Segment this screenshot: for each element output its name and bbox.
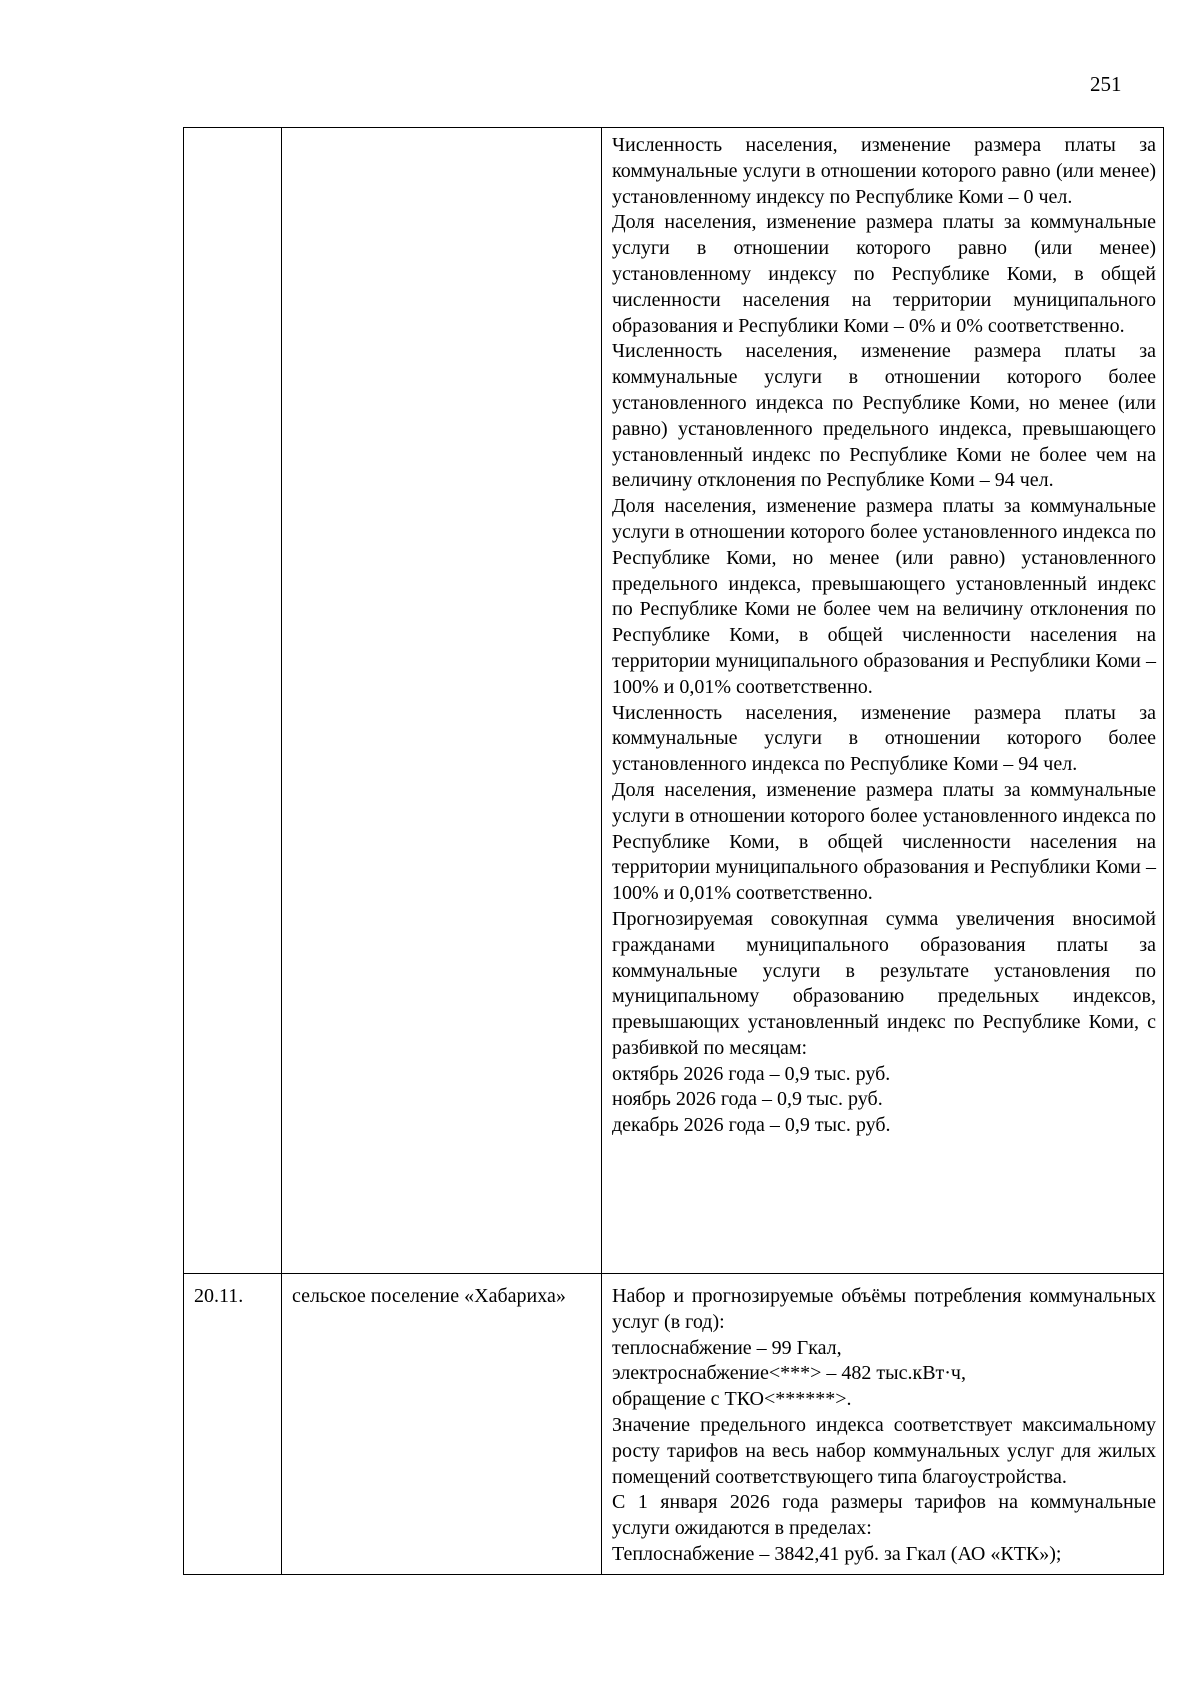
page-number: 251 — [1090, 72, 1122, 96]
municipality-name-cell — [282, 128, 602, 1274]
service-item: теплоснабжение – 99 Гкал, — [612, 1336, 842, 1359]
service-item: обращение с ТКО<******>. — [612, 1388, 852, 1411]
population-count-limit-paragraph: Численность населения, изменение размера платы за коммунальные услуги в отношении которого более установленного индекса по Республике Коми, но менее (или равно) установленного предельного индекса, превышающего установленный индекс по Республике Коми не более чем на величину отклонения по Республике Коми – 94 чел. — [612, 340, 1156, 492]
population-share-limit-paragraph: Доля населения, изменение размера платы за коммунальные услуги в отношении которого более установленного индекса по Республике Коми, но менее (или равно) установленного предельного индекса, превышающего установленный индекс по Республике Коми не более чем на величину отклонения по Республике Коми, в общей численности населения на территории муниципального образования и Республики Коми – 100% и 0,01% соответственно. — [612, 495, 1156, 698]
description-cell — [602, 1274, 1164, 1575]
population-count-above-paragraph: Численность населения, изменение размера платы за коммунальные услуги в отношении которого более установленного индекса по Республике Коми – 94 чел. — [612, 701, 1156, 776]
services-intro-paragraph: Набор и прогнозируемые объёмы потребления коммунальных услуг (в год): — [612, 1285, 1156, 1333]
service-item: электроснабжение<***> – 482 тыс.кВт·ч, — [612, 1362, 966, 1385]
month-item: ноябрь 2026 года – 0,9 тыс. руб. — [612, 1088, 883, 1111]
row-number-cell — [184, 128, 282, 1274]
tariffs-intro-paragraph: С 1 января 2026 года размеры тарифов на коммунальные услуги ожидаются в пределах: — [612, 1491, 1156, 1540]
month-item: декабрь 2026 года – 0,9 тыс. руб. — [612, 1114, 891, 1137]
table-row — [184, 128, 1164, 1274]
row-number-cell: 20.11. — [184, 1274, 282, 1575]
month-item: октябрь 2026 года – 0,9 тыс. руб. — [612, 1062, 891, 1085]
description-cell — [602, 128, 1164, 1274]
forecast-sum-paragraph: Прогнозируемая совокупная сумма увеличения вносимой гражданами муниципального образования платы за коммунальные услуги в результате установления по муниципальному образованию предельных индексов, превышающих установленный индекс по Республике Коми, с разбивкой по месяцам: — [612, 907, 1156, 1059]
municipality-name-cell: сельское поселение «Хабариха» — [282, 1274, 602, 1575]
population-share-paragraph: Доля населения, изменение размера платы за коммунальные услуги в отношении которого равно (или менее) установленному индексу по Республике Коми, в общей численности населения на территории муниципального образования и Республики Коми – 0% и 0% соответственно. — [612, 211, 1156, 337]
tariff-item: Теплоснабжение – 3842,41 руб. за Гкал (АО «КТК»); — [612, 1542, 1062, 1565]
municipal-index-table — [183, 127, 1164, 1575]
population-count-paragraph: Численность населения, изменение размера платы за коммунальные услуги в отношении которого равно (или менее) установленному индексу по Республике Коми – 0 чел. — [612, 134, 1156, 208]
table-row — [184, 1274, 1164, 1575]
population-share-above-paragraph: Доля населения, изменение размера платы за коммунальные услуги в отношении которого более установленного индекса по Республике Коми, в общей численности населения на территории муниципального образования и Республики Коми – 100% и 0,01% соответственно. — [612, 778, 1156, 905]
limit-index-paragraph: Значение предельного индекса соответствует максимальному росту тарифов на весь набор коммунальных услуг для жилых помещений соответствующего типа благоустройства. — [612, 1413, 1156, 1488]
